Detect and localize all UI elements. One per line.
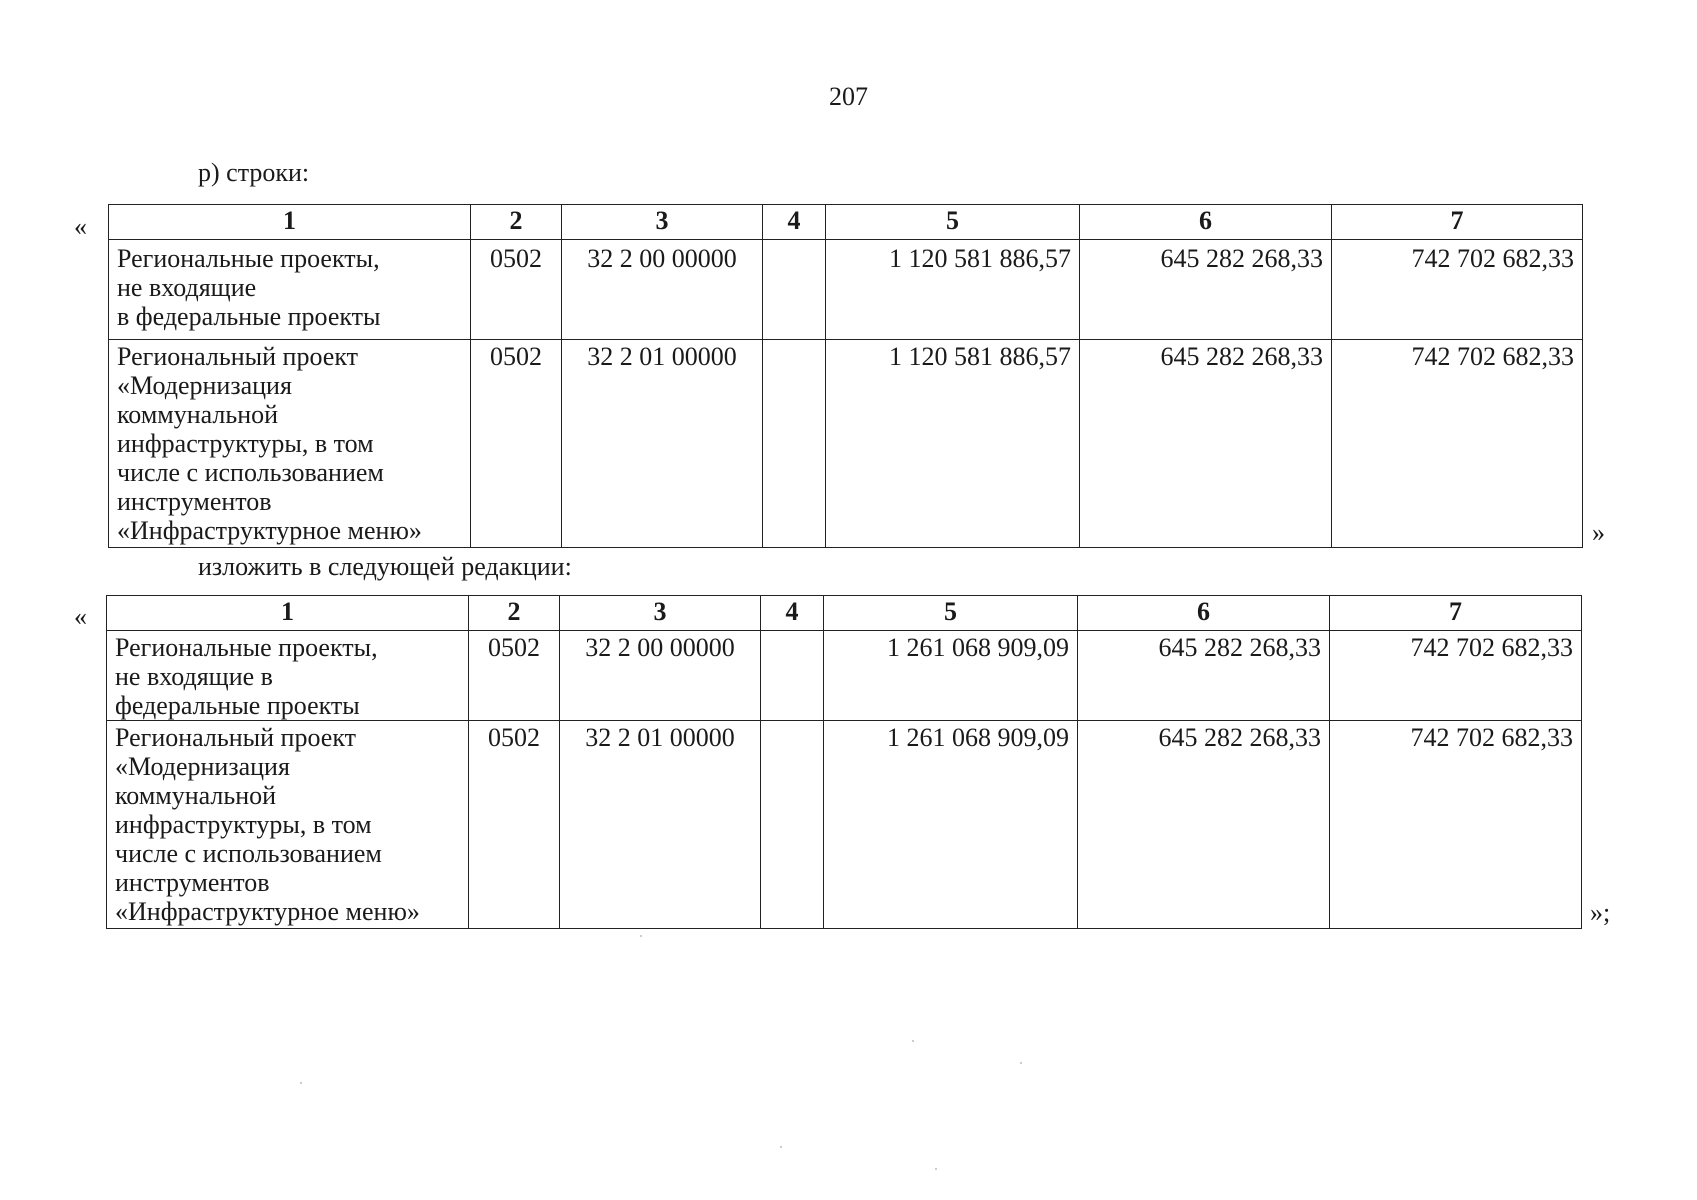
row-section-cell: 0502 bbox=[471, 340, 562, 548]
row-name-cell: Региональные проекты, не входящие в федеральные проекты bbox=[107, 631, 469, 721]
row-section-cell: 0502 bbox=[469, 631, 560, 721]
close-quote-second: »; bbox=[1590, 898, 1611, 927]
header-cell: 3 bbox=[560, 596, 761, 631]
intro-text: р) строки: bbox=[198, 158, 310, 187]
scan-speck bbox=[935, 1168, 937, 1170]
row-type-cell bbox=[761, 631, 824, 721]
header-cell: 4 bbox=[761, 596, 824, 631]
page-number: 207 bbox=[829, 82, 868, 111]
row-target-code-cell: 32 2 00 00000 bbox=[562, 240, 763, 340]
row-amount-1-cell: 1 261 068 909,09 bbox=[824, 631, 1078, 721]
header-cell: 3 bbox=[562, 205, 763, 240]
header-cell: 5 bbox=[826, 205, 1080, 240]
row-amount-2-cell: 645 282 268,33 bbox=[1078, 631, 1330, 721]
table-old-header-row bbox=[109, 205, 1583, 240]
table-new-header-row bbox=[107, 596, 1582, 631]
header-cell: 5 bbox=[824, 596, 1078, 631]
table-row bbox=[107, 631, 1582, 721]
row-amount-1-cell: 1 120 581 886,57 bbox=[826, 240, 1080, 340]
row-section-cell: 0502 bbox=[469, 721, 560, 929]
table-new bbox=[106, 595, 1582, 929]
scan-speck bbox=[780, 1146, 782, 1148]
header-cell: 2 bbox=[471, 205, 562, 240]
row-amount-2-cell: 645 282 268,33 bbox=[1080, 340, 1332, 548]
row-name-cell: Региональный проект «Модернизация коммунальной инфраструктуры, в том числе с использованием инструментов «Инфраструктурное меню» bbox=[109, 340, 471, 548]
header-cell: 4 bbox=[763, 205, 826, 240]
header-cell: 6 bbox=[1080, 205, 1332, 240]
row-target-code-cell: 32 2 01 00000 bbox=[560, 721, 761, 929]
scan-speck bbox=[912, 1040, 914, 1042]
scan-speck bbox=[300, 1082, 302, 1084]
row-amount-1-cell: 1 261 068 909,09 bbox=[824, 721, 1078, 929]
scan-speck bbox=[1020, 1062, 1022, 1064]
header-cell: 7 bbox=[1332, 205, 1583, 240]
row-name-cell: Региональный проект «Модернизация коммунальной инфраструктуры, в том числе с использованием инструментов «Инфраструктурное меню» bbox=[107, 721, 469, 929]
close-quote-first: » bbox=[1592, 518, 1605, 547]
row-amount-3-cell: 742 702 682,33 bbox=[1332, 340, 1583, 548]
row-section-cell: 0502 bbox=[471, 240, 562, 340]
table-row bbox=[109, 240, 1583, 340]
header-cell: 7 bbox=[1330, 596, 1582, 631]
row-target-code-cell: 32 2 01 00000 bbox=[562, 340, 763, 548]
row-amount-3-cell: 742 702 682,33 bbox=[1330, 721, 1582, 929]
row-amount-1-cell: 1 120 581 886,57 bbox=[826, 340, 1080, 548]
row-amount-2-cell: 645 282 268,33 bbox=[1080, 240, 1332, 340]
open-quote-second: « bbox=[74, 602, 87, 631]
row-type-cell bbox=[763, 340, 826, 548]
header-cell: 6 bbox=[1078, 596, 1330, 631]
header-cell: 1 bbox=[109, 205, 471, 240]
row-amount-3-cell: 742 702 682,33 bbox=[1330, 631, 1582, 721]
table-old bbox=[108, 204, 1583, 548]
row-name-cell: Региональные проекты, не входящие в федеральные проекты bbox=[109, 240, 471, 340]
between-text: изложить в следующей редакции: bbox=[198, 552, 572, 581]
row-amount-3-cell: 742 702 682,33 bbox=[1332, 240, 1583, 340]
scan-speck bbox=[640, 935, 642, 937]
row-target-code-cell: 32 2 00 00000 bbox=[560, 631, 761, 721]
header-cell: 1 bbox=[107, 596, 469, 631]
row-type-cell bbox=[761, 721, 824, 929]
header-cell: 2 bbox=[469, 596, 560, 631]
row-type-cell bbox=[763, 240, 826, 340]
row-amount-2-cell: 645 282 268,33 bbox=[1078, 721, 1330, 929]
table-row bbox=[107, 721, 1582, 929]
table-row bbox=[109, 340, 1583, 548]
open-quote-first: « bbox=[74, 212, 87, 241]
